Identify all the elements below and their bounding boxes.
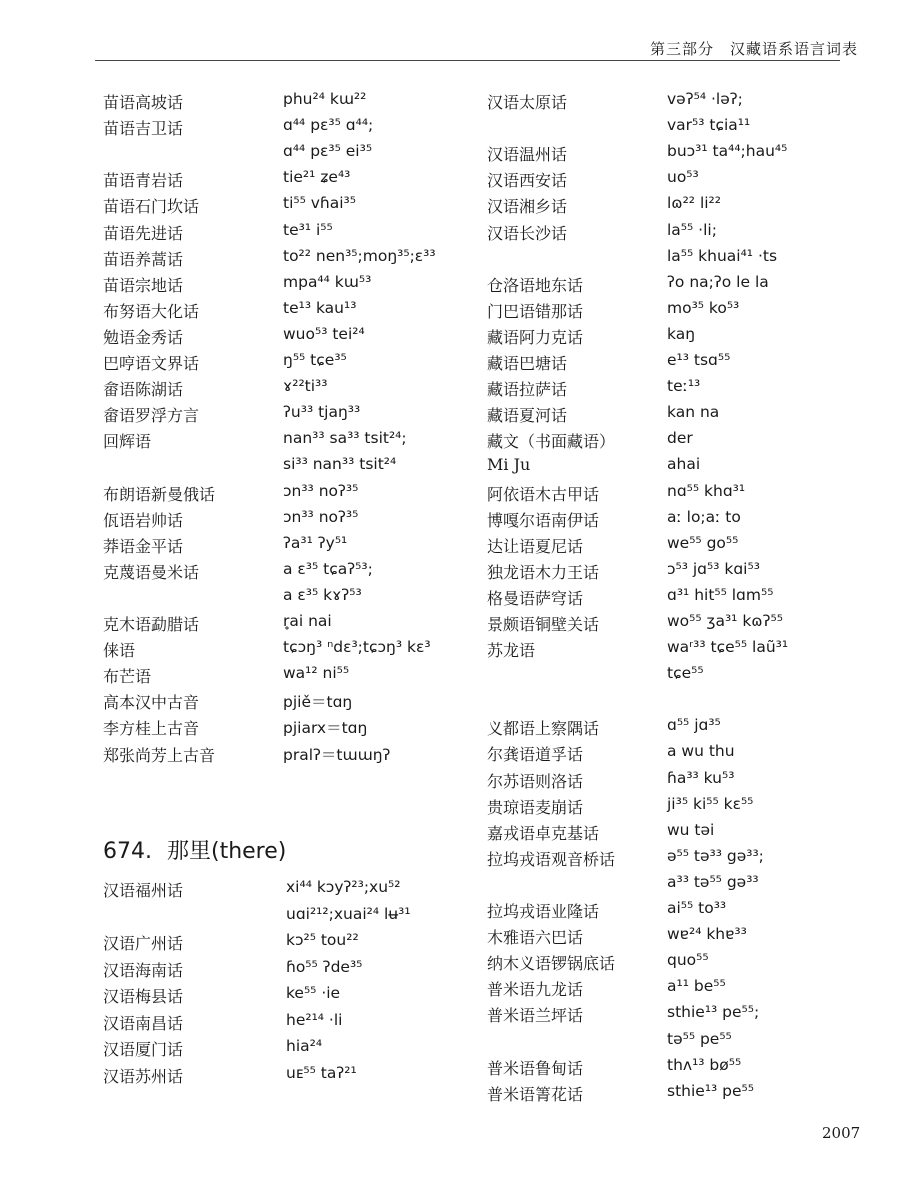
language-name: 克蔑语曼米话 — [103, 562, 200, 582]
language-name: 嘉戎语卓克基话 — [487, 823, 600, 843]
word-form: teː¹³ — [667, 377, 701, 396]
word-form: ahai — [667, 455, 701, 474]
language-name: 莽语金平话 — [103, 536, 184, 556]
word-form: uᴇ⁵⁵ taʔ²¹ — [286, 1063, 357, 1082]
word-form: var⁵³ tɕia¹¹ — [667, 116, 751, 135]
word-form: lɷ²² li²² — [667, 194, 721, 213]
language-name: 苗语石门坎话 — [103, 197, 200, 217]
word-form: xi⁴⁴ kɔyʔ²³;xu⁵² — [286, 878, 401, 896]
language-name: 拉坞戎语观音桥话 — [487, 849, 616, 869]
word-form: tɕɔŋ³ ⁿdɛ³;tɕɔŋ³ kɛ³ — [283, 638, 431, 657]
word-form: ɦo⁵⁵ ʔde³⁵ — [286, 957, 363, 976]
language-name: 汉语西安话 — [487, 171, 568, 191]
word-form: ai⁵⁵ to³³ — [667, 899, 727, 917]
language-name: 尔龚语道孚话 — [487, 745, 584, 765]
word-form: phu²⁴ kɯ²² — [283, 90, 367, 108]
language-name: 苗语先进话 — [103, 223, 184, 243]
word-form: mpa⁴⁴ kɯ⁵³ — [283, 272, 372, 291]
word-form: tɕe⁵⁵ — [667, 664, 704, 683]
word-form: la⁵⁵ khuai⁴¹ ·ts — [667, 246, 778, 265]
word-form: ɤ²²ti³³ — [283, 377, 328, 396]
word-form: e¹³ tsɑ⁵⁵ — [667, 351, 731, 369]
header-rule — [95, 60, 840, 61]
language-name: 藏语夏河话 — [487, 406, 568, 426]
word-form: wa¹² ni⁵⁵ — [283, 664, 350, 683]
language-name: 布努语大化话 — [103, 301, 200, 321]
language-name: 回辉语 — [103, 432, 152, 452]
word-form: a ɛ³⁵ tɕaʔ⁵³; — [283, 559, 373, 578]
word-form: a¹¹ be⁵⁵ — [667, 977, 726, 996]
section-number: 674. — [103, 839, 152, 864]
word-form: sthie¹³ pe⁵⁵ — [667, 1081, 754, 1100]
section-title: 那里(there) — [166, 839, 287, 864]
word-form: wɐ²⁴ khɐ³³ — [667, 925, 747, 944]
word-form: we⁵⁵ go⁵⁵ — [667, 533, 739, 552]
word-form: a³³ tə⁵⁵ gə³³ — [667, 872, 759, 891]
language-name: 布朗语新曼俄话 — [103, 484, 216, 504]
word-form: sthie¹³ pe⁵⁵; — [667, 1003, 760, 1022]
running-header: 第三部分 汉藏语系语言词表 — [650, 40, 859, 58]
page-number: 2007 — [822, 1124, 861, 1142]
language-name: 藏语阿力克话 — [487, 327, 584, 347]
word-form: ʔa³¹ ʔy⁵¹ — [283, 533, 348, 552]
language-name: 藏文（书面藏语） — [487, 432, 616, 452]
word-form: kan na — [667, 403, 720, 422]
language-name: 普米语兰坪话 — [487, 1006, 584, 1026]
language-name: 汉语温州话 — [487, 145, 568, 165]
language-name: 佤语岩帅话 — [103, 510, 184, 530]
word-form: aː lo;aː to — [667, 507, 741, 526]
language-name: 木雅语六巴话 — [487, 928, 584, 948]
word-form: der — [667, 429, 693, 448]
word-form: ti⁵⁵ vɦai³⁵ — [283, 194, 356, 213]
word-form: tə⁵⁵ pe⁵⁵ — [667, 1029, 732, 1048]
word-form: ji³⁵ ki⁵⁵ kɛ⁵⁵ — [667, 794, 754, 813]
language-name: 汉语厦门话 — [103, 1040, 184, 1059]
language-name: 克木语勐腊话 — [103, 615, 200, 634]
word-form: uɑi²¹²;xuai²⁴ lʉ³¹ — [286, 904, 411, 923]
language-name: 仓洛语地东话 — [487, 275, 584, 295]
word-form: pjiě＝tɑŋ — [283, 693, 353, 712]
word-form: te³¹ i⁵⁵ — [283, 220, 333, 239]
language-name: 汉语福州话 — [103, 881, 184, 900]
language-name: 门巴语错那话 — [487, 301, 584, 321]
word-form: to²² nen³⁵;moŋ³⁵;ɛ³³ — [283, 246, 436, 265]
language-name: 尔苏语则洛话 — [487, 771, 584, 791]
language-name: 独龙语木力王话 — [487, 562, 600, 582]
word-form: hia²⁴ — [286, 1037, 323, 1055]
language-name: 普米语九龙话 — [487, 980, 584, 1000]
word-form: wuo⁵³ tei²⁴ — [283, 324, 365, 343]
word-form: kaŋ — [667, 324, 696, 343]
word-form: thʌ¹³ bø⁵⁵ — [667, 1055, 742, 1074]
word-form: r̥ai nai — [283, 612, 332, 630]
word-form: ɦa³³ ku⁵³ — [667, 768, 735, 787]
language-name: 李方桂上古音 — [103, 719, 200, 739]
word-form: nan³³ sa³³ tsit²⁴; — [283, 429, 407, 448]
word-form: uo⁵³ — [667, 168, 699, 187]
language-name: 畲语陈湖话 — [103, 380, 184, 400]
language-name: 达让语夏尼话 — [487, 536, 584, 556]
language-name: 汉语梅县话 — [103, 987, 184, 1006]
word-form: mo³⁵ ko⁵³ — [667, 298, 740, 317]
word-form: tie²¹ ʑe⁴³ — [283, 168, 351, 187]
word-form: ɑ⁵⁵ jɑ³⁵ — [667, 716, 721, 735]
language-name: 苗语宗地话 — [103, 275, 184, 295]
language-name: 高本汉中古音 — [103, 693, 200, 713]
language-name: 汉语海南话 — [103, 960, 184, 980]
word-form: nɑ⁵⁵ khɑ³¹ — [667, 481, 746, 500]
word-form: wu təi — [667, 820, 715, 839]
word-form: a ɛ³⁵ kɤʔ⁵³ — [283, 585, 362, 604]
language-name: 勉语金秀话 — [103, 327, 184, 347]
section-heading — [103, 834, 286, 865]
word-form: quo⁵⁵ — [667, 951, 709, 970]
language-name: 纳木义语锣锅底话 — [487, 954, 616, 974]
language-name: 普米语鲁甸话 — [487, 1058, 584, 1078]
word-form: ke⁵⁵ ·ie — [286, 984, 341, 1002]
word-form: wo⁵⁵ ʒa³¹ kɷʔ⁵⁵ — [667, 612, 783, 630]
language-name: 普米语箐花话 — [487, 1084, 584, 1104]
language-name: 巴哼语文界话 — [103, 354, 200, 373]
language-name: 拉坞戎语业隆话 — [487, 902, 600, 921]
language-name: 畲语罗浮方言 — [103, 406, 200, 426]
word-form: si³³ nan³³ tsit²⁴ — [283, 455, 397, 474]
word-form: pralʔ＝tɯɯŋʔ — [283, 745, 391, 764]
word-form: ə⁵⁵ tə³³ gə³³; — [667, 846, 764, 865]
word-form: ɑ⁴⁴ pɛ³⁵ ɑ⁴⁴; — [283, 116, 374, 135]
word-form: kɔ²⁵ tou²² — [286, 931, 359, 949]
language-name: 贵琼语麦崩话 — [487, 797, 584, 817]
language-name: 苗语吉卫话 — [103, 119, 184, 139]
language-name: 苏龙语 — [487, 641, 536, 661]
language-name: 布芒语 — [103, 667, 152, 687]
word-form: ɔn³³ noʔ³⁵ — [283, 481, 359, 500]
language-name: 汉语长沙话 — [487, 223, 568, 243]
language-name: 俫语 — [103, 641, 136, 661]
word-form: ɔn³³ noʔ³⁵ — [283, 507, 359, 526]
language-name: 景颇语铜壁关话 — [487, 615, 600, 634]
language-name: 苗语养蒿话 — [103, 249, 184, 269]
word-form: ʔu³³ tjaŋ³³ — [283, 403, 361, 422]
word-form: buɔ³¹ ta⁴⁴;hau⁴⁵ — [667, 142, 788, 161]
language-name: 义都语上察隅话 — [487, 719, 600, 739]
language-name: 汉语太原话 — [487, 93, 568, 112]
language-name: Mi Ju — [487, 455, 531, 475]
language-name: 博嘎尔语南伊话 — [487, 510, 600, 530]
language-name: 格曼语萨穹话 — [487, 588, 584, 608]
word-form: waʳ³³ tɕe⁵⁵ laũ³¹ — [667, 638, 789, 657]
word-form: ʔo na;ʔo le la — [667, 272, 769, 291]
word-form: ɔ⁵³ jɑ⁵³ kɑi⁵³ — [667, 559, 760, 578]
word-form: vəʔ⁵⁴ ·ləʔ; — [667, 90, 743, 108]
word-form: te¹³ kau¹³ — [283, 298, 357, 317]
language-name: 藏语巴塘话 — [487, 354, 568, 373]
language-name: 苗语青岩话 — [103, 171, 184, 191]
word-form: he²¹⁴ ·li — [286, 1010, 343, 1029]
language-name: 苗语高坡话 — [103, 93, 184, 112]
word-form: ɑ⁴⁴ pɛ³⁵ ei³⁵ — [283, 142, 373, 161]
language-name: 汉语湘乡话 — [487, 197, 568, 217]
word-form: pjiarx＝tɑŋ — [283, 719, 368, 738]
language-name: 阿依语木古甲话 — [487, 484, 600, 504]
language-name: 藏语拉萨话 — [487, 380, 568, 400]
language-name: 汉语苏州话 — [103, 1066, 184, 1086]
word-form: ŋ⁵⁵ tɕe³⁵ — [283, 351, 347, 369]
word-form: a wu thu — [667, 742, 735, 761]
word-form: ɑ³¹ hit⁵⁵ lɑm⁵⁵ — [667, 585, 774, 604]
word-form: la⁵⁵ ·li; — [667, 220, 717, 239]
language-name: 汉语广州话 — [103, 934, 184, 953]
language-name: 汉语南昌话 — [103, 1013, 184, 1033]
language-name: 郑张尚芳上古音 — [103, 745, 216, 765]
